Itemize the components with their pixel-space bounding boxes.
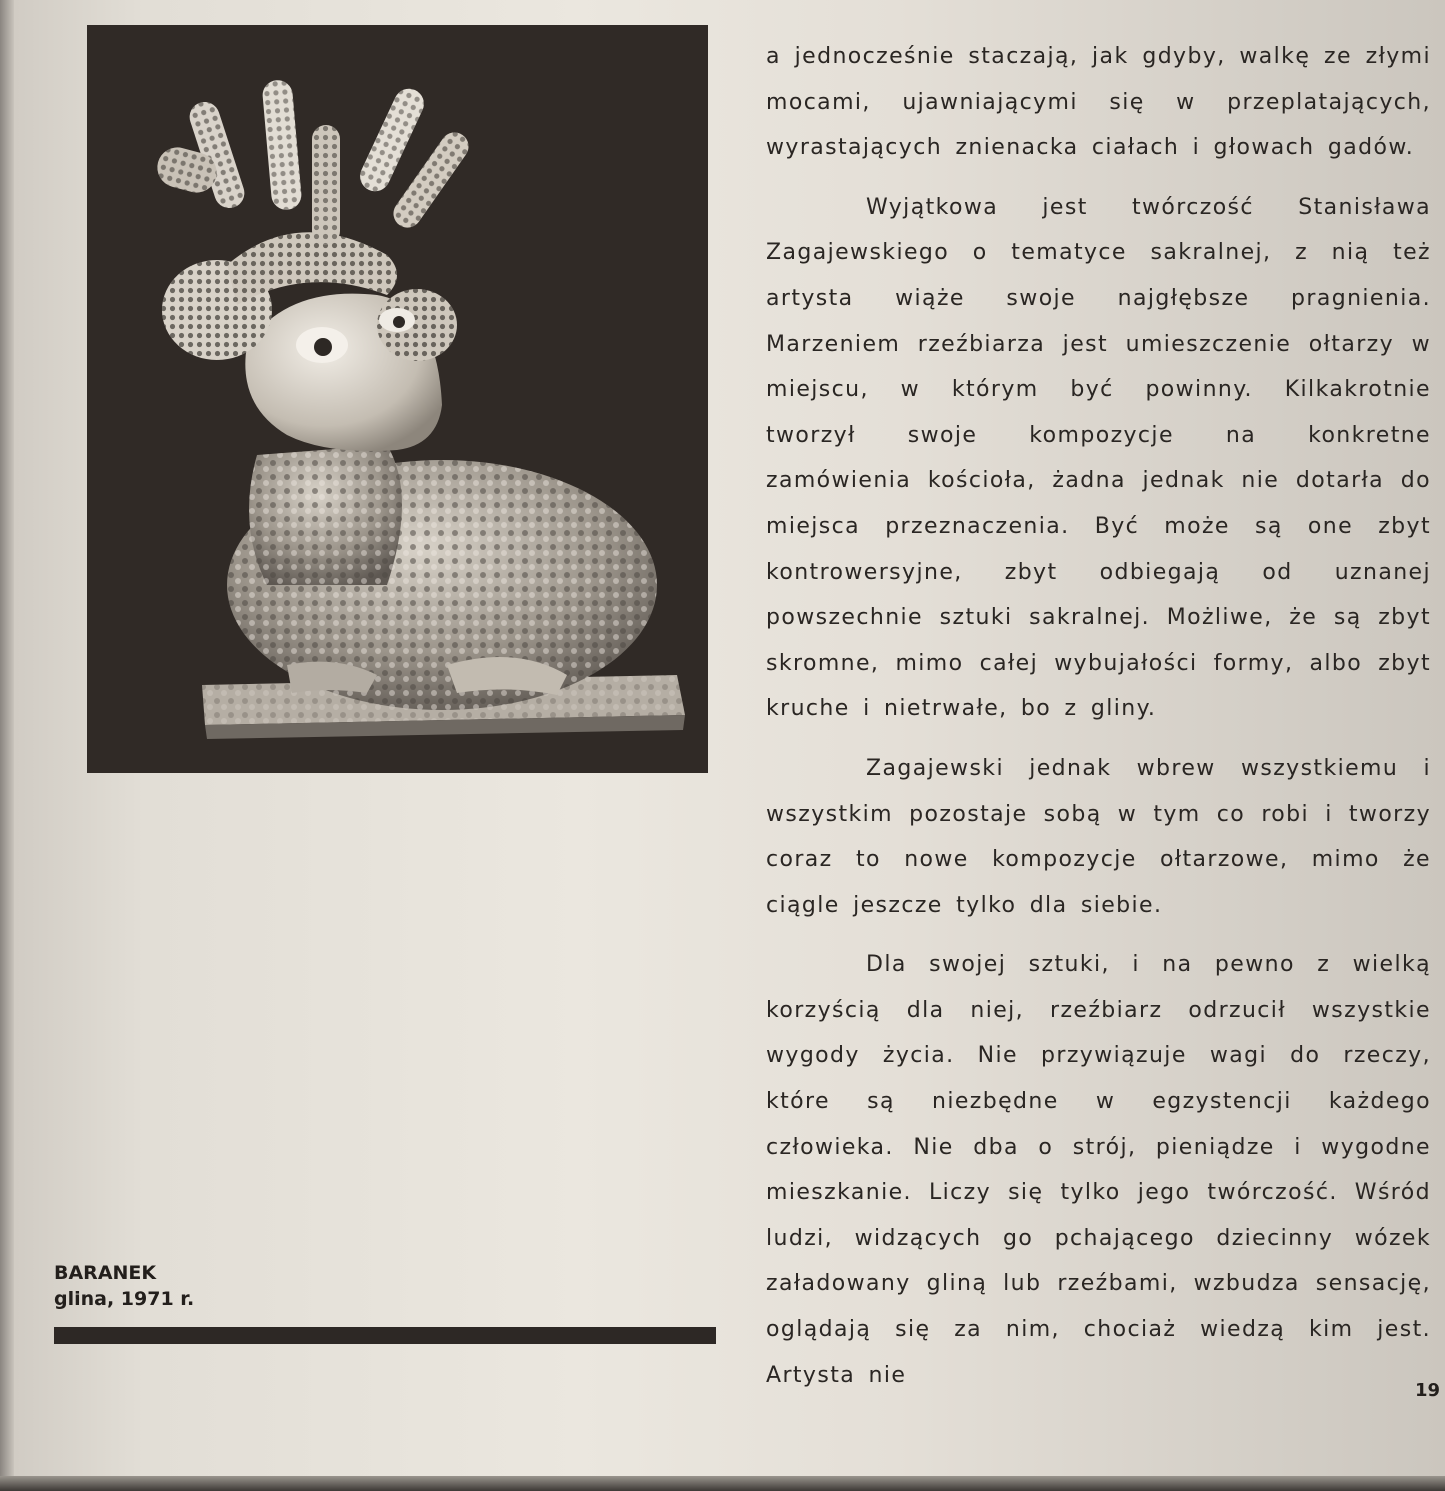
body-text: [766, 34, 1431, 1412]
paragraph: Dla swojej sztuki, i na pewno z wielką korzyścią dla niej, rzeźbiarz odrzucił wszystkie wygody życia. Nie przywiązuje wagi do rzeczy, które są niezbędne w egzystencji każdego człowieka. Nie dba o strój, pieniądze i wygodne mieszkanie. Liczy się tylko jego twórczość. Wśród ludzi, widzących go pchającego dziecinny wózek załadowany gliną lub rzeźbami, wzbudza sensację, oglądają się za nim, chociaż wiedzą kim jest. Artysta nie: [766, 952, 1431, 1388]
page-bottom-edge: [0, 1476, 1445, 1491]
page-number: 19: [1415, 1380, 1441, 1401]
paragraph: Zagajewski jednak wbrew wszystkiemu i wszystkim pozostaje sobą w tym co robi i tworzy coraz to nowe kompozycje ołtarzowe, mimo że ciągle jeszcze tylko dla siebie.: [766, 755, 1431, 918]
paragraph: Wyjątkowa jest twórczość Stanisława Zagajewskiego o tematyce sakralnej, z nią też artysta wiąże swoje najgłębsze pragnienia. Marzeniem rzeźbiarza jest umieszczenie ołtarzy w miejscu, w którym być powinny. Kilkakrotnie tworzył swoje kompozycje na konkretne zamówienia kościoła, żadna jednak nie dotarła do miejsca przeznaczenia. Być może są one zbyt kontrowersyjne, zbyt odbiegają od uznanej powszechnie sztuki sakralnej. Możliwe, że są zbyt skromne, mimo całej wybujałości formy, albo zbyt kruche i nietrwałe, bo z gliny.: [766, 194, 1431, 722]
paragraph: a jednocześnie staczają, jak gdyby, walkę ze złymi mocami, ujawniającymi się w przeplatających, wyrastających znienacka ciałach i głowach gadów.: [766, 44, 1431, 161]
page-gutter-edge: [0, 0, 14, 1491]
caption-subtitle: glina, 1971 r.: [54, 1288, 195, 1310]
photo-caption: [54, 1260, 194, 1312]
caption-title: BARANEK: [54, 1262, 157, 1284]
sculpture-photo: [87, 25, 708, 773]
caption-rule: [54, 1327, 716, 1344]
